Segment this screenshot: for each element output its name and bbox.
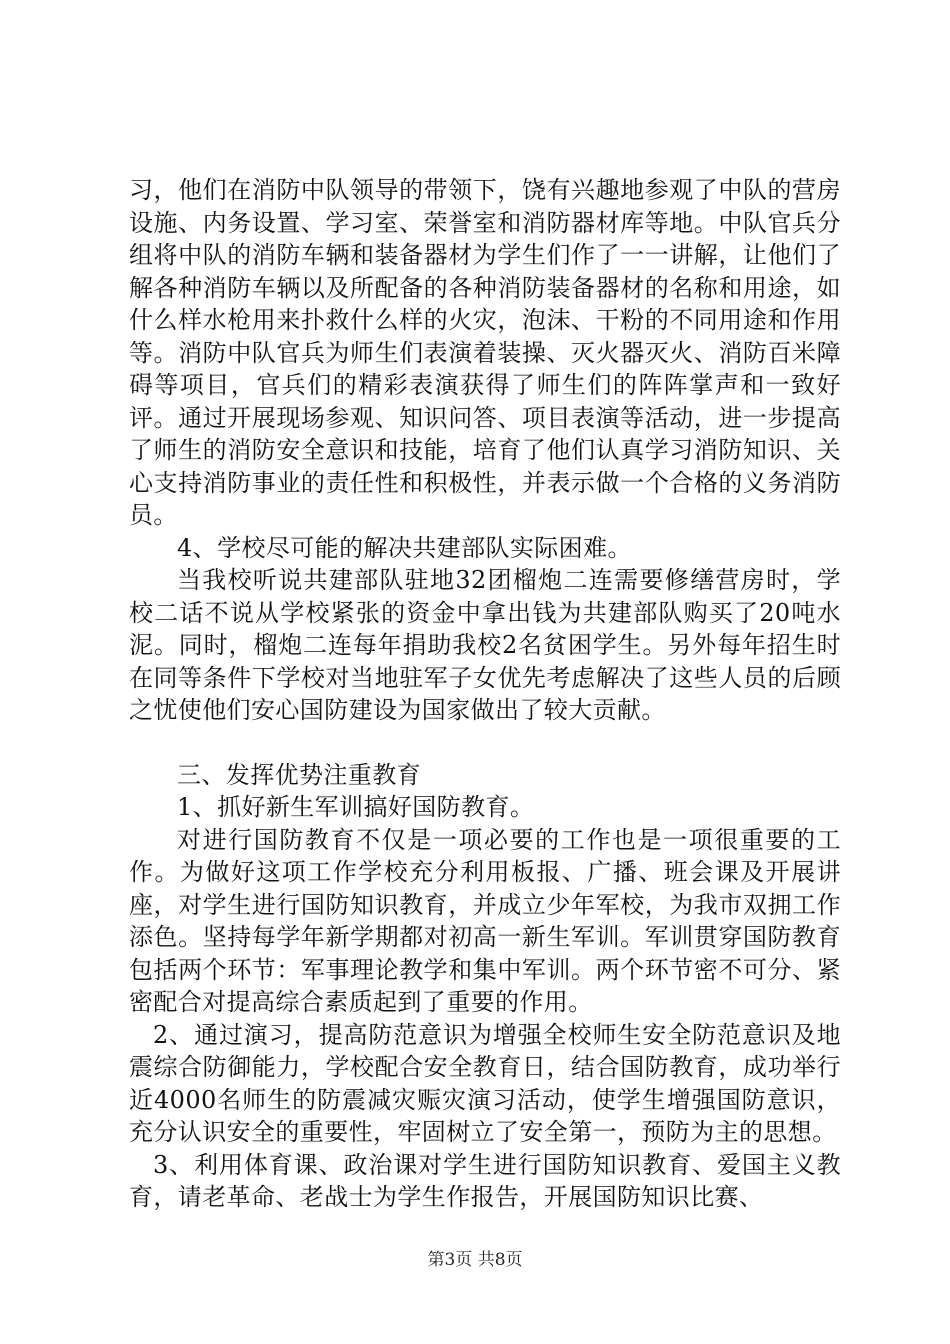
paragraph-spacer (129, 727, 841, 759)
page-number-footer: 第3页 共8页 (427, 1250, 523, 1270)
paragraph-heading-support: 4、学校尽可能的解决共建部队实际困难。 (177, 533, 632, 562)
section-heading-education: 三、发挥优势注重教育 (177, 760, 421, 789)
paragraph-defense-education: 对进行国防教育不仅是一项必要的工作也是一项很重要的工作。为做好这项工作学校充分利用板报、广播、班会课及开展讲座，对学生进行国防知识教育，并成立少年军校，为我市双拥工作添色。坚持每学年新学期都对初高一新生军训。军训贯穿国防教育包括两个环节：军事理论教学和集中军训。两个环节密不可分、紧密配合对提高综合素质起到了重要的作用。 (129, 825, 841, 1016)
paragraph-fire-visit: 习，他们在消防中队领导的带领下，饶有兴趣地参观了中队的营房设施、内务设置、学习室、荣誉室和消防器材库等地。中队官兵分组将中队的消防车辆和装备器材为学生们作了一一讲解，让他们了解各种消防车辆以及所配备的各种消防装备器材的名称和用途，如什么样水枪用来扑救什么样的火灾，泡沫、干粉的不同用途和作用等。消防中队官兵为师生们表演着装操、灭火器灭火、消防百米障碍等项目，官兵们的精彩表演获得了师生们的阵阵掌声和一致好评。通过开展现场参观、知识问答、项目表演等活动，进一步提高了师生的消防安全意识和技能，培育了他们认真学习消防知识、关心支持消防事业的责任性和积极性，并表示做一个合格的义务消防员。 (129, 176, 841, 529)
paragraph-pe-politics: 3、利用体育课、政治课对学生进行国防知识教育、爱国主义教育，请老革命、老战士为学生作报告，开展国防知识比赛、 (129, 1150, 841, 1211)
paragraph-heading-military-training: 1、抓好新生军训搞好国防教育。 (177, 793, 535, 821)
paragraph-cement-donation: 当我校听说共建部队驻地32团榴炮二连需要修缮营房时，学校二话不说从学校紧张的资金中拿出钱为共建部队购买了20吨水泥。同时，榴炮二连每年捐助我校2名贫困学生。另外每年招生时在同等条件下学校对当地驻军子女优先考虑解决了这些人员的后顾之忧使他们安心国防建设为国家做出了较大贡献。 (129, 566, 841, 724)
document-body (129, 174, 841, 1214)
paragraph-drill: 2、通过演习，提高防范意识为增强全校师生安全防范意识及地震综合防御能力，学校配合安全教育日，结合国防教育，成功举行近4000名师生的防震减灾赈灾演习活动，使学生增强国防意识，充分认识安全的重要性，牢固树立了安全第一，预防为主的思想。 (129, 1020, 841, 1146)
